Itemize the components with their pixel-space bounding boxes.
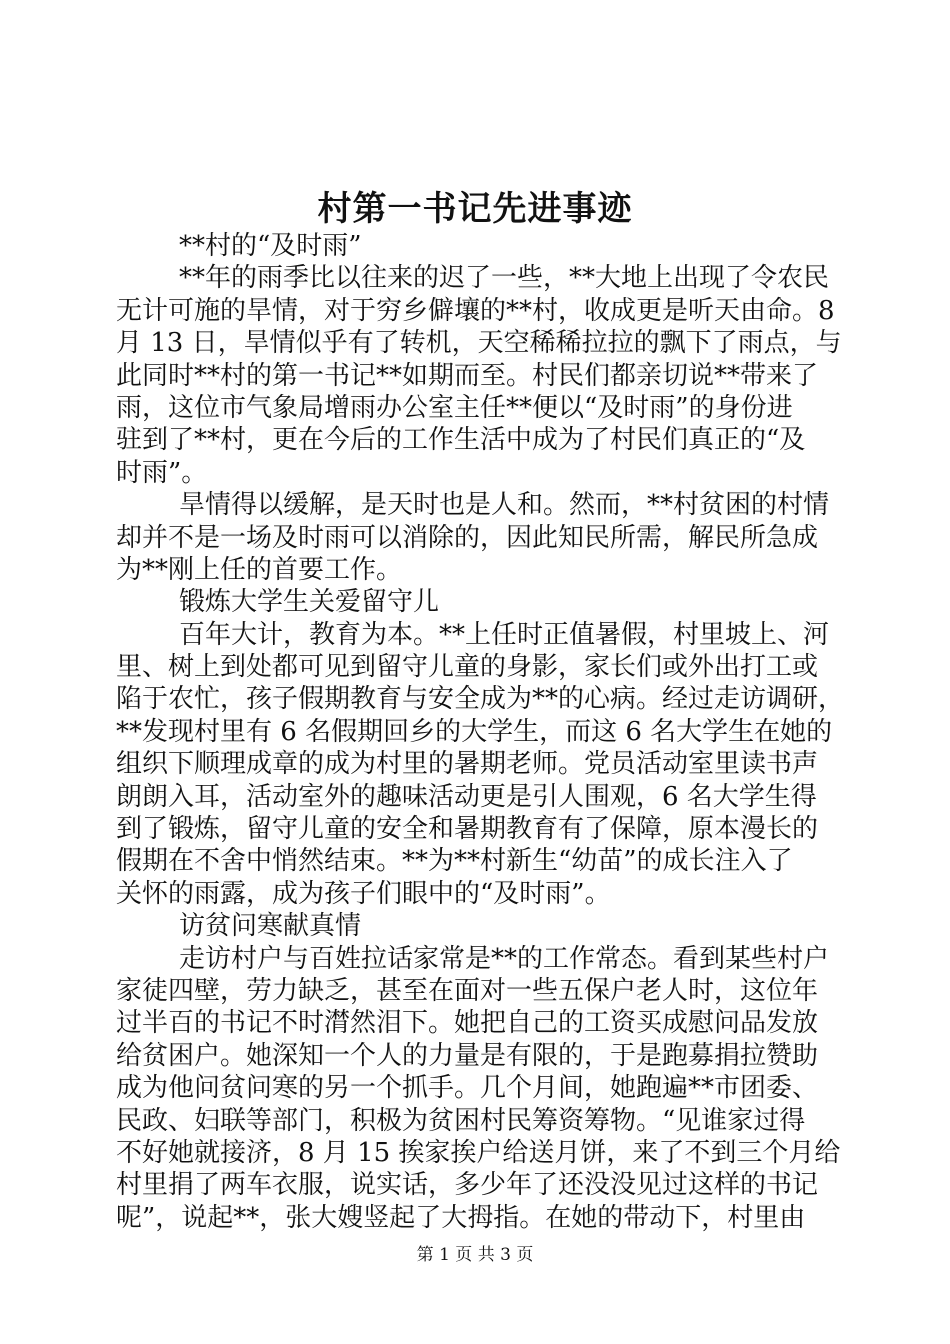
text-line: 无计可施的旱情，对于穷乡僻壤的**村，收成更是听天由命。8 [116, 295, 835, 326]
text-line: 组织下顺理成章的成为村里的暑期老师。党员活动室里读书声 [116, 749, 819, 780]
text-line: 走访村户与百姓拉话家常是**的工作常态。看到某些村户 [179, 943, 830, 974]
text-line: 呢”，说起**，张大嫂竖起了大拇指。在她的带动下，村里由 [116, 1202, 806, 1233]
text-line: 成为他问贫问寒的另一个抓手。几个月间，她跑遍**市团委、 [116, 1073, 819, 1104]
text-line: 此同时**村的第一书记**如期而至。村民们都亲切说**带来了 [116, 360, 819, 391]
text-line: 驻到了**村，更在今后的工作生活中成为了村民们真正的“及 [116, 425, 806, 456]
text-line: 陷于农忙，孩子假期教育与安全成为**的心病。经过走访调研， [116, 684, 845, 715]
text-line: 家徒四壁，劳力缺乏，甚至在面对一些五保户老人时，这位年 [116, 975, 819, 1006]
text-line: 不好她就接济，8 月 15 挨家挨户给送月饼，来了不到三个月给 [116, 1137, 841, 1168]
text-line: 雨，这位市气象局增雨办公室主任**便以“及时雨”的身份进 [116, 392, 793, 423]
text-line: 访贫问寒献真情 [179, 911, 362, 942]
text-line: 为**刚上任的首要工作。 [116, 554, 403, 585]
text-line: 却并不是一场及时雨可以消除的，因此知民所需，解民所急成 [116, 522, 819, 553]
text-line: 民政、妇联等部门，积极为贫困村民筹资筹物。“见谁家过得 [116, 1105, 806, 1136]
document-body [116, 230, 845, 1234]
text-line: 关怀的雨露，成为孩子们眼中的“及时雨”。 [116, 878, 611, 909]
text-line: 里、树上到处都可见到留守儿童的身影，家长们或外出打工或 [116, 652, 819, 683]
text-line: 假期在不舍中悄然结束。**为**村新生“幼苗”的成长注入了 [116, 846, 793, 877]
text-line: 锻炼大学生关爱留守儿 [179, 587, 440, 618]
text-line: 村里捐了两车衣服，说实话，多少年了还没没见过这样的书记 [116, 1170, 819, 1201]
text-line: 月 13 日，旱情似乎有了转机，天空稀稀拉拉的飘下了雨点，与 [116, 328, 842, 359]
text-line: 旱情得以缓解，是天时也是人和。然而，**村贫困的村情 [179, 490, 830, 521]
text-line: 到了锻炼，留守儿童的安全和暑期教育有了保障，原本漫长的 [116, 814, 819, 845]
text-line: 过半百的书记不时潸然泪下。她把自己的工资买成慰问品发放 [116, 1008, 819, 1039]
page-footer: 第 1 页 共 3 页 [416, 1245, 534, 1265]
document-title: 村第一书记先进事迹 [317, 189, 633, 229]
text-line: 百年大计，教育为本。**上任时正值暑假，村里坡上、河 [179, 619, 830, 650]
text-line: 给贫困户。她深知一个人的力量是有限的，于是跑募捐拉赞助 [116, 1040, 819, 1071]
text-line: **村的“及时雨” [179, 231, 362, 261]
text-line: 时雨”。 [116, 457, 208, 488]
text-line: **发现村里有 6 名假期回乡的大学生，而这 6 名大学生在她的 [116, 716, 833, 747]
text-line: 朗朗入耳，活动室外的趣味活动更是引人围观，6 名大学生得 [116, 781, 817, 812]
text-line: **年的雨季比以往来的迟了一些，**大地上出现了令农民 [179, 263, 830, 294]
